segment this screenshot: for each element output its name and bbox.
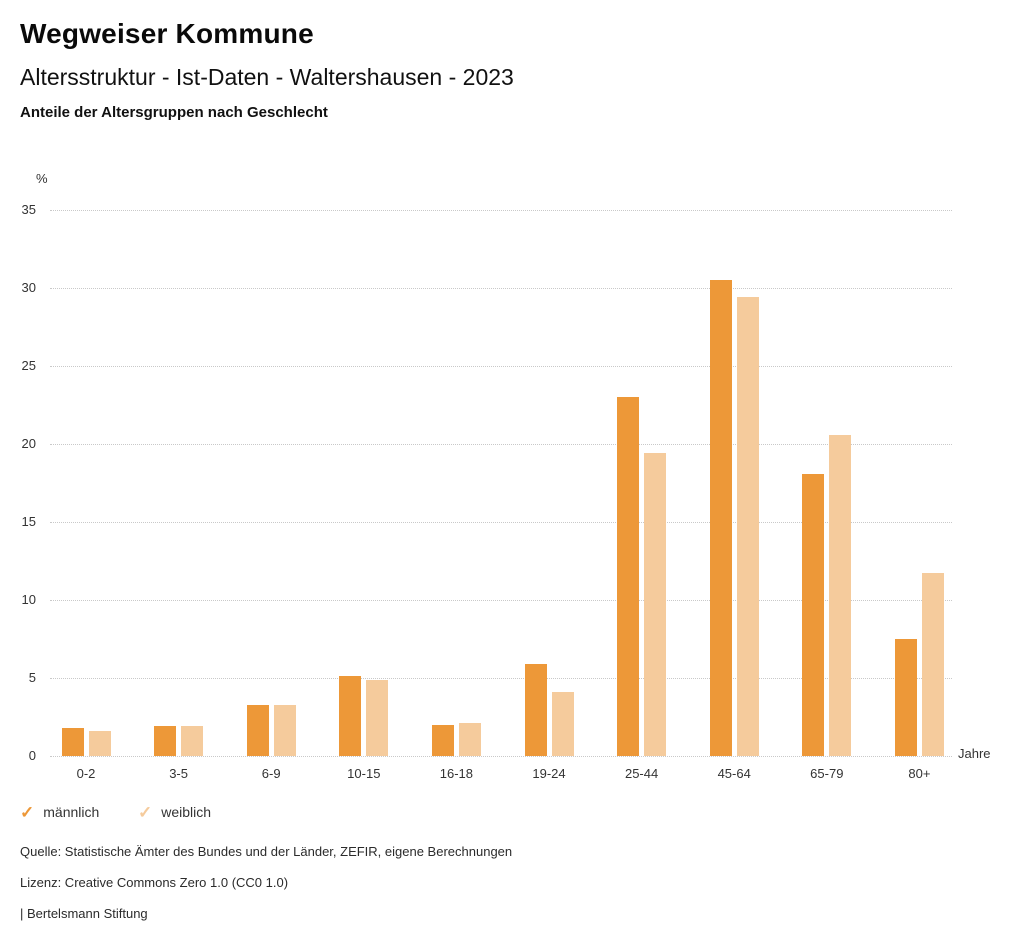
y-tick-label: 25 xyxy=(21,358,36,373)
license-text: Lizenz: Creative Commons Zero 1.0 (CC0 1.0) xyxy=(20,875,289,890)
gridline xyxy=(50,444,952,445)
bar-männlich-65-79[interactable] xyxy=(802,474,824,756)
bar-männlich-80+[interactable] xyxy=(895,639,917,756)
gridline xyxy=(50,288,952,289)
check-icon: ✓ xyxy=(138,802,153,822)
chart-title: Altersstruktur - Ist-Daten - Waltershausen - 2023 xyxy=(20,64,514,90)
x-tick-label: 0-2 xyxy=(76,766,96,781)
bar-männlich-19-24[interactable] xyxy=(525,664,547,756)
x-tick-label: 3-5 xyxy=(169,766,188,781)
legend-label-weiblich: weiblich xyxy=(161,804,212,820)
y-axis-unit-label: % xyxy=(36,171,48,186)
bar-männlich-45-64[interactable] xyxy=(710,280,732,756)
chart-subtitle: Anteile der Altersgruppen nach Geschlecht xyxy=(20,104,328,121)
y-tick-label: 10 xyxy=(21,592,36,607)
bar-männlich-16-18[interactable] xyxy=(432,725,454,756)
bar-weiblich-6-9[interactable] xyxy=(274,705,296,756)
bar-weiblich-45-64[interactable] xyxy=(737,297,759,756)
legend-item-weiblich[interactable] xyxy=(138,802,211,822)
gridline xyxy=(50,366,952,367)
x-tick-label: 10-15 xyxy=(347,766,381,781)
bar-männlich-3-5[interactable] xyxy=(154,726,176,756)
bar-weiblich-65-79[interactable] xyxy=(829,435,851,756)
bar-weiblich-80+[interactable] xyxy=(922,573,944,756)
y-tick-label: 30 xyxy=(21,280,36,295)
y-tick-label: 15 xyxy=(21,514,36,529)
y-tick-label: 0 xyxy=(28,748,36,763)
y-tick-label: 35 xyxy=(21,202,36,217)
bar-männlich-10-15[interactable] xyxy=(339,676,361,756)
legend-label-maennlich: männlich xyxy=(43,804,100,820)
bar-weiblich-0-2[interactable] xyxy=(89,731,111,756)
bar-männlich-6-9[interactable] xyxy=(247,705,269,756)
x-tick-label: 6-9 xyxy=(261,766,281,781)
x-tick-label: 25-44 xyxy=(624,766,659,781)
x-tick-label: 16-18 xyxy=(439,766,474,781)
bar-männlich-0-2[interactable] xyxy=(62,728,84,756)
bar-weiblich-10-15[interactable] xyxy=(366,680,388,756)
y-tick-label: 20 xyxy=(21,436,36,451)
check-icon: ✓ xyxy=(20,802,35,822)
gridline xyxy=(50,756,952,757)
x-tick-label: 45-64 xyxy=(717,766,751,781)
x-axis-title: Jahre xyxy=(958,746,991,761)
bar-weiblich-16-18[interactable] xyxy=(459,723,481,756)
x-tick-label: 80+ xyxy=(908,766,931,781)
x-tick-label: 19-24 xyxy=(532,766,566,781)
legend-item-maennlich[interactable] xyxy=(20,802,99,822)
bar-weiblich-19-24[interactable] xyxy=(552,692,574,756)
attribution-text: | Bertelsmann Stiftung xyxy=(20,906,148,921)
y-tick-label: 5 xyxy=(28,670,36,685)
brand-title: Wegweiser Kommune xyxy=(20,18,314,49)
bar-weiblich-3-5[interactable] xyxy=(181,726,203,756)
x-tick-label: 65-79 xyxy=(810,766,844,781)
source-text: Quelle: Statistische Ämter des Bundes und der Länder, ZEFIR, eigene Berechnungen xyxy=(20,844,513,859)
bar-männlich-25-44[interactable] xyxy=(617,397,639,756)
gridline xyxy=(50,210,952,211)
bar-weiblich-25-44[interactable] xyxy=(644,453,666,756)
